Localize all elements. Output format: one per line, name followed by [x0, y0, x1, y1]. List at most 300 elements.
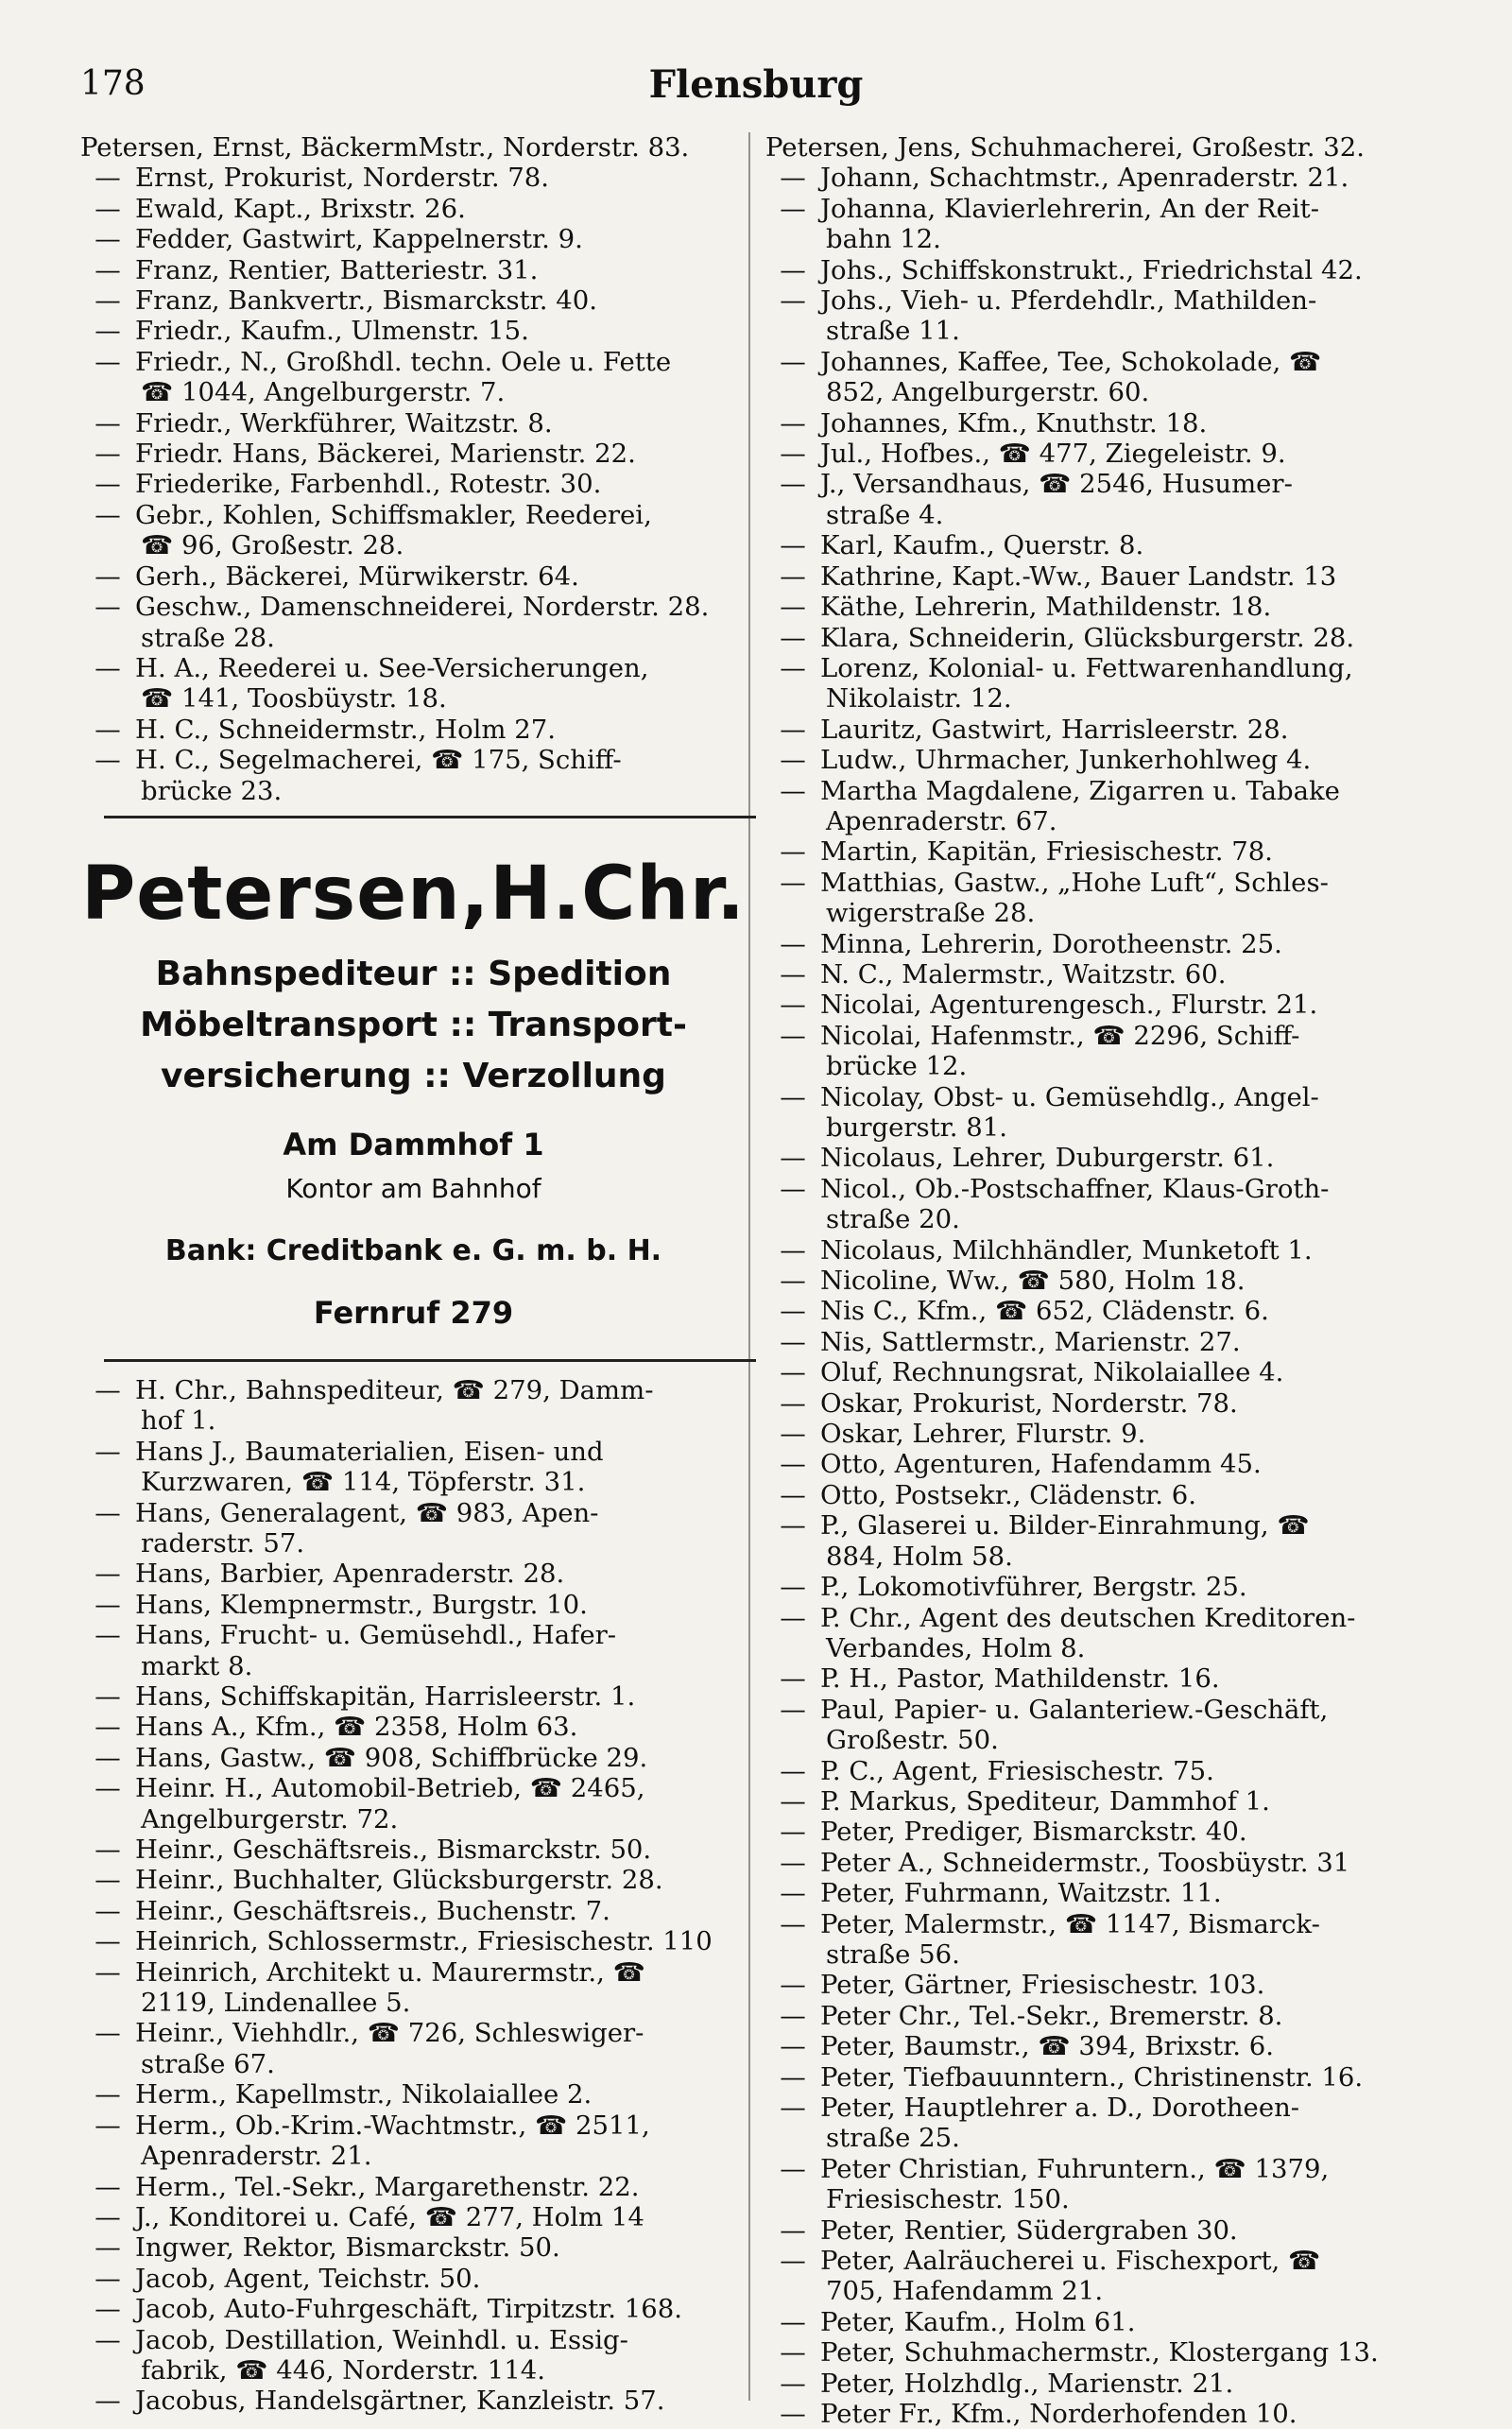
- entry-text: Peter Christian, Fuhruntern., ☎ 1379,: [820, 2153, 1330, 2184]
- entry-text: Martin, Kapitän, Friesischestr. 78.: [820, 836, 1273, 868]
- entry-text: Nicolai, Hafenmstr., ☎ 2296, Schiff-: [820, 1020, 1300, 1051]
- directory-entry-continuation: [765, 898, 1451, 928]
- directory-entry-continuation: [765, 1542, 1451, 1572]
- entry-text: Heinr., Geschäftsreis., Buchenstr. 7.: [135, 1895, 610, 1926]
- column-divider: [748, 132, 750, 2401]
- directory-entry-continuation: [765, 316, 1451, 346]
- entry-text: Peter, Rentier, Südergraben 30.: [820, 2214, 1238, 2246]
- entry-text: Franz, Rentier, Batteriestr. 31.: [135, 254, 539, 285]
- directory-entry-continuation: [765, 224, 1451, 254]
- entry-text: Fedder, Gastwirt, Kappelnerstr. 9.: [135, 224, 583, 255]
- entry-text: Peter, Holzhdlg., Marienstr. 21.: [820, 2368, 1234, 2399]
- directory-entry: [80, 653, 747, 683]
- directory-entry: [765, 1449, 1451, 1479]
- entry-dash: —: [780, 254, 806, 285]
- entry-dash: —: [94, 560, 121, 592]
- entry-dash: —: [780, 928, 806, 959]
- directory-entry: [765, 1970, 1451, 2000]
- entry-text: Kathrine, Kapt.-Ww., Bauer Landstr. 13: [820, 560, 1337, 592]
- directory-entry-continuation: [765, 1112, 1451, 1143]
- directory-entry: [765, 1695, 1451, 1725]
- entry-dash: —: [780, 193, 806, 224]
- entry-text: bahn 12.: [826, 224, 941, 255]
- directory-entry: [80, 2202, 747, 2232]
- directory-entry: [765, 1327, 1451, 1357]
- directory-entry: [765, 1817, 1451, 1847]
- directory-entry: [765, 1756, 1451, 1786]
- entry-dash: —: [780, 1694, 806, 1725]
- entry-dash: —: [780, 2061, 806, 2093]
- directory-entry: [765, 469, 1451, 499]
- directory-entry: [80, 1773, 747, 1803]
- directory-entry: [765, 1021, 1451, 1051]
- entry-dash: —: [780, 1326, 806, 1357]
- entry-dash: —: [780, 285, 806, 317]
- entry-text: Jacob, Auto-Fuhrgeschäft, Tirpitzstr. 168.: [135, 2294, 683, 2325]
- entry-text: Jacob, Destillation, Weinhdl. u. Essig-: [135, 2324, 628, 2355]
- entry-text: ☎ 96, Großestr. 28.: [141, 530, 404, 561]
- entry-text: Nicoline, Ww., ☎ 580, Holm 18.: [820, 1266, 1246, 1297]
- entry-text: Nicol., Ob.-Postschaffner, Klaus-Groth-: [820, 1173, 1330, 1204]
- entry-text: Lorenz, Kolonial- u. Fettwarenhandlung,: [820, 652, 1353, 683]
- entry-dash: —: [780, 958, 806, 990]
- entry-text: Oskar, Lehrer, Flurstr. 9.: [820, 1419, 1146, 1450]
- entry-dash: —: [94, 1589, 121, 1620]
- left-column: [80, 132, 747, 2417]
- ad-company-name: Petersen,H.Chr.: [81, 851, 746, 937]
- ad-address: Am Dammhof 1: [283, 1126, 544, 1163]
- entry-text: Otto, Agenturen, Hafendamm 45.: [820, 1449, 1262, 1480]
- entry-dash: —: [780, 469, 806, 500]
- entry-dash: —: [780, 439, 806, 470]
- entry-text: Ingwer, Rektor, Bismarckstr. 50.: [135, 2232, 560, 2264]
- entry-text: Peter Fr., Kfm., Norderhofenden 10.: [820, 2399, 1297, 2429]
- entry-dash: —: [94, 1773, 121, 1804]
- entry-dash: —: [780, 622, 806, 653]
- entry-dash: —: [94, 439, 121, 470]
- entry-dash: —: [780, 560, 806, 592]
- directory-entry: [765, 1909, 1451, 1939]
- ad-service-line-2: Möbeltransport :: Transport-: [140, 1005, 687, 1044]
- directory-entry: [80, 2386, 747, 2416]
- entry-dash: —: [94, 163, 121, 194]
- directory-entry: [765, 163, 1451, 193]
- entry-text: Jacob, Agent, Teichstr. 50.: [135, 2263, 481, 2294]
- directory-entry-continuation: [80, 1467, 747, 1497]
- page-title: Flensburg: [648, 62, 864, 107]
- directory-entry-continuation: [765, 1204, 1451, 1234]
- entry-text: Heinr., Geschäftsreis., Bismarckstr. 50.: [135, 1835, 652, 1866]
- entry-dash: —: [94, 316, 121, 347]
- entry-text: Friedr., Kaufm., Ulmenstr. 15.: [135, 316, 529, 347]
- directory-entry: [765, 1082, 1451, 1112]
- entry-text: Klara, Schneiderin, Glücksburgerstr. 28.: [820, 622, 1355, 653]
- directory-entry: [765, 2093, 1451, 2123]
- entry-text: Hans, Klempnermstr., Burgstr. 10.: [135, 1589, 588, 1620]
- entry-text: Peter Chr., Tel.-Sekr., Bremerstr. 8.: [820, 2000, 1283, 2031]
- entry-dash: —: [780, 1419, 806, 1450]
- entry-text: P. C., Agent, Friesischestr. 75.: [820, 1755, 1214, 1786]
- entry-text: 2119, Lindenallee 5.: [141, 1988, 411, 2019]
- directory-entry: [80, 1590, 747, 1620]
- entry-dash: —: [780, 1602, 806, 1633]
- entry-text: 884, Holm 58.: [826, 1541, 1013, 1572]
- entry-text: Peter A., Schneidermstr., Toosbüystr. 31: [820, 1847, 1350, 1878]
- entry-dash: —: [94, 407, 121, 439]
- entry-text: Hans A., Kfm., ☎ 2358, Holm 63.: [135, 1712, 578, 1743]
- entry-text: Jacobus, Handelsgärtner, Kanzleistr. 57.: [135, 2386, 665, 2417]
- entry-text: Minna, Lehrerin, Dorotheenstr. 25.: [820, 928, 1282, 959]
- directory-entry: [765, 1357, 1451, 1387]
- directory-entry: [765, 561, 1451, 592]
- directory-entry: [80, 469, 747, 499]
- entry-dash: —: [94, 2386, 121, 2417]
- entry-dash: —: [780, 2214, 806, 2246]
- entry-dash: —: [94, 2324, 121, 2355]
- entry-text: straße 28.: [141, 622, 275, 653]
- directory-entry: [765, 2369, 1451, 2399]
- entry-dash: —: [94, 714, 121, 745]
- directory-entry: [80, 1896, 747, 1926]
- entry-text: Johs., Schiffskonstrukt., Friedrichstal 42.: [820, 254, 1363, 285]
- entry-text: Apenraderstr. 67.: [826, 805, 1057, 836]
- entry-dash: —: [94, 1926, 121, 1957]
- entry-dash: —: [94, 1835, 121, 1866]
- entry-text: fabrik, ☎ 446, Norderstr. 114.: [141, 2354, 546, 2386]
- entry-dash: —: [94, 1712, 121, 1743]
- page-header: [0, 55, 1512, 112]
- directory-entry: [765, 1572, 1451, 1602]
- entry-dash: —: [94, 2171, 121, 2202]
- entry-dash: —: [780, 745, 806, 776]
- directory-entry: [80, 132, 747, 163]
- entry-text: Käthe, Lehrerin, Mathildenstr. 18.: [820, 592, 1272, 623]
- entry-text: Peter, Schuhmachermstr., Klostergang 13.: [820, 2337, 1379, 2369]
- directory-entry: [765, 1419, 1451, 1449]
- entry-text: H. C., Segelmacherei, ☎ 175, Schiff-: [135, 745, 622, 776]
- entry-text: brücke 12.: [826, 1051, 968, 1082]
- directory-entry: [765, 132, 1451, 163]
- entry-text: Petersen, Ernst, BäckermMstr., Norderstr. 83.: [80, 132, 690, 163]
- entry-text: Peter, Tiefbauunntern., Christinenstr. 16.: [820, 2061, 1364, 2093]
- directory-entry-continuation: [80, 1988, 747, 2018]
- entry-dash: —: [780, 530, 806, 561]
- entry-text: P., Glaserei u. Bilder-Einrahmung, ☎: [820, 1510, 1310, 1542]
- entry-dash: —: [780, 2246, 806, 2277]
- entry-text: brücke 23.: [141, 775, 283, 806]
- entry-text: Peter, Malermstr., ☎ 1147, Bismarck-: [820, 1908, 1320, 1939]
- directory-entry-continuation: [765, 1633, 1451, 1663]
- ad-kontor: Kontor am Bahnhof: [285, 1172, 541, 1204]
- entry-dash: —: [780, 2337, 806, 2369]
- entry-text: Ludw., Uhrmacher, Junkerhohlweg 4.: [820, 745, 1312, 776]
- directory-entry: [80, 2172, 747, 2202]
- entry-text: ☎ 141, Toosbüystr. 18.: [141, 683, 447, 715]
- entry-dash: —: [780, 1847, 806, 1878]
- directory-entry: [765, 653, 1451, 683]
- entry-text: straße 20.: [826, 1204, 960, 1235]
- ad-bank: Bank: Creditbank e. G. m. b. H.: [164, 1233, 662, 1267]
- directory-entry: [80, 2264, 747, 2294]
- entry-text: Hans, Barbier, Apenraderstr. 28.: [135, 1559, 565, 1590]
- directory-entry: [765, 1878, 1451, 1908]
- directory-entry-continuation: [80, 530, 747, 560]
- entry-text: Karl, Kaufm., Querstr. 8.: [820, 530, 1144, 561]
- entry-dash: —: [94, 193, 121, 224]
- directory-entry: [765, 1143, 1451, 1173]
- entry-text: Heinr., Viehhdlr., ☎ 726, Schleswiger-: [135, 2018, 644, 2049]
- entry-dash: —: [780, 2031, 806, 2062]
- directory-entry: [765, 592, 1451, 622]
- directory-entry-continuation: [765, 806, 1451, 836]
- directory-entry-continuation: [765, 2184, 1451, 2214]
- entry-dash: —: [94, 2294, 121, 2325]
- directory-entry-continuation: [765, 2276, 1451, 2306]
- directory-list-left-bottom: [80, 1375, 747, 2417]
- entry-dash: —: [94, 2018, 121, 2049]
- directory-entry-continuation: [80, 2141, 747, 2171]
- directory-entry: [765, 776, 1451, 806]
- directory-entry-continuation: [765, 2123, 1451, 2153]
- directory-entry: [765, 439, 1451, 469]
- entry-text: Großestr. 50.: [826, 1725, 999, 1756]
- entry-dash: —: [780, 407, 806, 439]
- directory-entry-continuation: [765, 500, 1451, 530]
- directory-entry-continuation: [765, 1939, 1451, 1970]
- entry-dash: —: [94, 2232, 121, 2264]
- entry-text: Nikolaistr. 12.: [826, 683, 1012, 715]
- entry-dash: —: [94, 285, 121, 317]
- entry-dash: —: [780, 1387, 806, 1419]
- entry-dash: —: [94, 1620, 121, 1651]
- entry-dash: —: [780, 1817, 806, 1848]
- entry-text: H. C., Schneidermstr., Holm 27.: [135, 714, 556, 745]
- entry-text: Lauritz, Gastwirt, Harrisleerstr. 28.: [820, 714, 1289, 745]
- directory-entry: [765, 1848, 1451, 1878]
- entry-text: J., Konditorei u. Café, ☎ 277, Holm 14: [135, 2201, 644, 2232]
- directory-entry: [80, 2294, 747, 2324]
- directory-entry: [765, 347, 1451, 377]
- entry-dash: —: [94, 592, 121, 623]
- entry-dash: —: [780, 1357, 806, 1388]
- entry-text: Ewald, Kapt., Brixstr. 26.: [135, 193, 466, 224]
- entry-text: Johanna, Klavierlehrerin, An der Reit-: [820, 193, 1320, 224]
- directory-entry: [80, 347, 747, 377]
- entry-dash: —: [780, 1173, 806, 1204]
- entry-text: Martha Magdalene, Zigarren u. Tabake: [820, 775, 1340, 806]
- entry-dash: —: [780, 1020, 806, 1051]
- directory-entry: [765, 1480, 1451, 1510]
- entry-dash: —: [94, 1497, 121, 1528]
- entry-text: Hans, Generalagent, ☎ 983, Apen-: [135, 1497, 599, 1528]
- entry-text: ☎ 1044, Angelburgerstr. 7.: [141, 377, 506, 408]
- entry-text: Apenraderstr. 21.: [141, 2141, 372, 2172]
- directory-entry: [80, 2079, 747, 2110]
- entry-dash: —: [780, 1266, 806, 1297]
- entry-text: Peter, Hauptlehrer a. D., Dorotheen-: [820, 2093, 1300, 2123]
- entry-text: Hans J., Baumaterialien, Eisen- und: [135, 1436, 604, 1467]
- entry-text: Oskar, Prokurist, Norderstr. 78.: [820, 1387, 1238, 1419]
- entry-dash: —: [780, 1908, 806, 1939]
- entry-text: Nicolai, Agenturengesch., Flurstr. 21.: [820, 990, 1318, 1021]
- entry-text: P., Lokomotivführer, Bergstr. 25.: [820, 1572, 1247, 1603]
- directory-entry: [765, 929, 1451, 959]
- entry-text: J., Versandhaus, ☎ 2546, Husumer-: [820, 469, 1293, 500]
- directory-entry-continuation: [765, 1051, 1451, 1081]
- directory-entry: [765, 2399, 1451, 2429]
- entry-dash: —: [94, 499, 121, 530]
- directory-entry: [765, 745, 1451, 775]
- entry-dash: —: [780, 1878, 806, 1909]
- entry-text: Ernst, Prokurist, Norderstr. 78.: [135, 163, 550, 194]
- directory-entry: [765, 530, 1451, 560]
- directory-entry-continuation: [80, 683, 747, 714]
- entry-text: Nicolaus, Lehrer, Duburgerstr. 61.: [820, 1143, 1275, 1174]
- ad-top-rule: [104, 816, 756, 818]
- entry-text: Angelburgerstr. 72.: [141, 1803, 399, 1835]
- entry-text: Kurzwaren, ☎ 114, Töpferstr. 31.: [141, 1467, 586, 1498]
- directory-entry: [765, 715, 1451, 745]
- entry-text: Herm., Ob.-Krim.-Wachtmstr., ☎ 2511,: [135, 2110, 650, 2141]
- directory-entry: [765, 194, 1451, 224]
- directory-entry: [80, 561, 747, 592]
- directory-entry: [765, 623, 1451, 653]
- directory-entry: [765, 2062, 1451, 2093]
- directory-entry: [765, 2246, 1451, 2276]
- directory-entry-continuation: [80, 377, 747, 407]
- directory-entry: [80, 1375, 747, 1405]
- directory-entry: [80, 2018, 747, 2048]
- directory-entry: [765, 2215, 1451, 2246]
- directory-entry-continuation: [80, 1651, 747, 1681]
- directory-entry: [80, 408, 747, 439]
- entry-text: Peter, Baumstr., ☎ 394, Brixstr. 6.: [820, 2031, 1275, 2062]
- directory-entry: [80, 1498, 747, 1528]
- directory-entry: [80, 2325, 747, 2355]
- entry-dash: —: [94, 652, 121, 683]
- entry-text: Gebr., Kohlen, Schiffsmakler, Reederei,: [135, 499, 652, 530]
- entry-dash: —: [780, 714, 806, 745]
- entry-dash: —: [94, 1681, 121, 1712]
- entry-dash: —: [780, 1234, 806, 1266]
- entry-dash: —: [780, 1449, 806, 1480]
- directory-entry: [80, 745, 747, 775]
- directory-entry: [765, 285, 1451, 316]
- entry-text: burgerstr. 81.: [826, 1112, 1007, 1143]
- entry-dash: —: [780, 775, 806, 806]
- directory-entry: [765, 2031, 1451, 2061]
- directory-entry: [765, 959, 1451, 990]
- entry-text: Johannes, Kaffee, Tee, Schokolade, ☎: [820, 346, 1322, 377]
- entry-text: Heinr., Buchhalter, Glücksburgerstr. 28.: [135, 1865, 663, 1896]
- directory-entry: [80, 1835, 747, 1865]
- entry-text: Johannes, Kfm., Knuthstr. 18.: [820, 407, 1208, 439]
- entry-dash: —: [94, 469, 121, 500]
- entry-dash: —: [94, 224, 121, 255]
- entry-text: Otto, Postsekr., Clädenstr. 6.: [820, 1479, 1197, 1510]
- entry-text: Herm., Kapellmstr., Nikolaiallee 2.: [135, 2079, 593, 2110]
- directory-entry-continuation: [765, 683, 1451, 714]
- entry-dash: —: [94, 346, 121, 377]
- entry-text: Nicolaus, Milchhändler, Munketoft 1.: [820, 1234, 1313, 1266]
- entry-text: Franz, Bankvertr., Bismarckstr. 40.: [135, 285, 597, 317]
- entry-dash: —: [780, 990, 806, 1021]
- entry-text: Geschw., Damenschneiderei, Norderstr. 28.: [135, 592, 710, 623]
- entry-text: Hans, Frucht- u. Gemüsehdl., Hafer-: [135, 1620, 617, 1651]
- entry-text: Nicolay, Obst- u. Gemüsehdlg., Angel-: [820, 1081, 1319, 1112]
- entry-text: Peter, Gärtner, Friesischestr. 103.: [820, 1970, 1265, 2001]
- entry-text: Hans, Schiffskapitän, Harrisleerstr. 1.: [135, 1681, 636, 1712]
- entry-text: straße 4.: [826, 499, 944, 530]
- directory-entry: [765, 1603, 1451, 1633]
- entry-text: Johs., Vieh- u. Pferdehdlr., Mathilden-: [820, 285, 1317, 317]
- entry-text: Petersen, Jens, Schuhmacherei, Großestr. 32.: [765, 132, 1365, 163]
- directory-entry: [80, 285, 747, 316]
- directory-entry: [80, 1926, 747, 1956]
- directory-entry-continuation: [80, 1804, 747, 1835]
- entry-text: Friederike, Farbenhdl., Rotestr. 30.: [135, 469, 602, 500]
- entry-dash: —: [94, 1742, 121, 1773]
- entry-text: Peter, Fuhrmann, Waitzstr. 11.: [820, 1878, 1222, 1909]
- entry-text: straße 67.: [141, 2048, 275, 2079]
- directory-entry: [80, 2110, 747, 2141]
- entry-dash: —: [94, 2263, 121, 2294]
- advertisement: [80, 832, 747, 1350]
- directory-list-right: [765, 132, 1451, 2429]
- directory-entry: [765, 1388, 1451, 1419]
- directory-entry: [80, 2232, 747, 2263]
- entry-text: Heinr. H., Automobil-Betrieb, ☎ 2465,: [135, 1773, 645, 1804]
- entry-text: Oluf, Rechnungsrat, Nikolaiallee 4.: [820, 1357, 1284, 1388]
- entry-text: Heinrich, Schlossermstr., Friesischestr. 110: [135, 1926, 713, 1957]
- entry-dash: —: [780, 1785, 806, 1817]
- entry-dash: —: [780, 1755, 806, 1786]
- directory-entry: [765, 408, 1451, 439]
- directory-entry: [765, 990, 1451, 1020]
- directory-entry: [80, 316, 747, 346]
- directory-list-left-top: [80, 132, 747, 806]
- entry-dash: —: [780, 2093, 806, 2123]
- directory-entry: [765, 1663, 1451, 1694]
- entry-text: Friedr., Werkführer, Waitzstr. 8.: [135, 407, 553, 439]
- entry-dash: —: [780, 1479, 806, 1510]
- entry-dash: —: [780, 1663, 806, 1695]
- entry-text: P. Chr., Agent des deutschen Kreditoren-: [820, 1602, 1356, 1633]
- entry-dash: —: [94, 2110, 121, 2141]
- directory-entry: [80, 194, 747, 224]
- entry-text: Nis, Sattlermstr., Marienstr. 27.: [820, 1326, 1241, 1357]
- directory-entry: [765, 2307, 1451, 2337]
- entry-dash: —: [780, 1510, 806, 1542]
- entry-text: Peter, Prediger, Bismarckstr. 40.: [820, 1817, 1247, 1848]
- entry-text: Johann, Schachtmstr., Apenraderstr. 21.: [820, 163, 1349, 194]
- directory-entry: [765, 1235, 1451, 1266]
- entry-text: H. Chr., Bahnspediteur, ☎ 279, Damm-: [135, 1374, 654, 1405]
- directory-entry: [765, 1786, 1451, 1817]
- entry-text: straße 11.: [826, 316, 960, 347]
- directory-entry: [80, 1865, 747, 1895]
- directory-entry: [765, 1510, 1451, 1541]
- entry-dash: —: [780, 2306, 806, 2337]
- directory-entry: [80, 1681, 747, 1712]
- entry-dash: —: [94, 1895, 121, 1926]
- entry-text: hof 1.: [141, 1405, 216, 1437]
- directory-entry: [80, 224, 747, 254]
- entry-dash: —: [780, 2153, 806, 2184]
- entry-text: N. C., Malermstr., Waitzstr. 60.: [820, 958, 1227, 990]
- entry-text: 852, Angelburgerstr. 60.: [826, 377, 1150, 408]
- directory-entry: [765, 1296, 1451, 1326]
